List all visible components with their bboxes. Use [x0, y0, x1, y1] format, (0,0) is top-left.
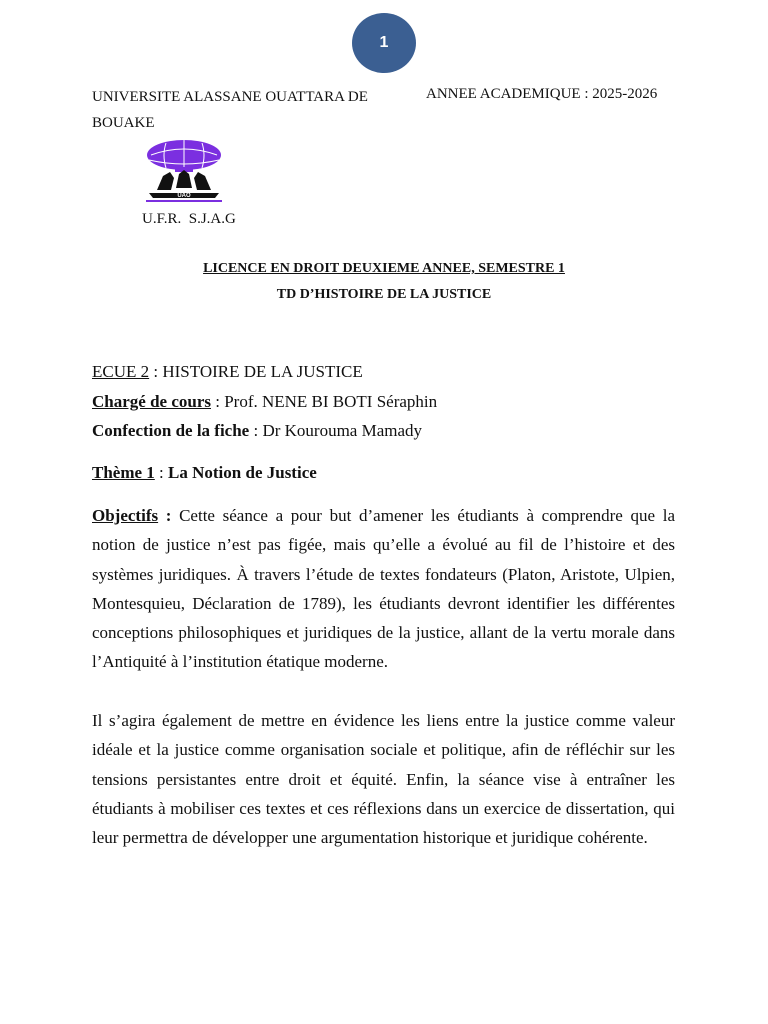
objectives-label: Objectifs	[92, 506, 159, 525]
lecturer-value: : Prof. NENE BI BOTI Séraphin	[210, 392, 438, 411]
theme-value: La Notion de Justice	[168, 463, 317, 482]
ecue-line	[92, 362, 363, 382]
lecturer-label: Chargé de cours	[92, 392, 211, 411]
theme-separator: :	[154, 463, 169, 482]
author-line	[92, 421, 422, 441]
objectives-paragraph-2: Il s’agira également de mettre en évidence les liens entre la justice comme valeur idéale et la justice comme organisation sociale et politique, afin de réfléchir sur les tensions persistantes entre droit et équité. Enfin, la séance vise à entraîner les étudiants à mobiliser ces textes et ces réflexions dans un exercice de dissertation, qui leur permettra de développer une argumentation historique et juridique cohérente.	[92, 711, 675, 848]
program-title: LICENCE EN DROIT DEUXIEME ANNEE, SEMESTRE 1	[203, 261, 565, 276]
university-logo	[143, 138, 225, 204]
academic-year: ANNEE ACADEMIQUE : 2025-2026	[426, 86, 658, 102]
page-number-badge	[352, 13, 416, 73]
author-value: : Dr Kourouma Mamady	[249, 421, 423, 440]
ecue-label: ECUE 2	[92, 362, 150, 381]
ufr-label: U.F.R. S.J.A.G	[142, 211, 236, 227]
subject-title: TD D’HISTOIRE DE LA JUSTICE	[276, 287, 492, 302]
page-number: 1	[379, 34, 389, 51]
author-label: Confection de la fiche	[92, 421, 250, 440]
university-name: UNIVERSITE ALASSANE OUATTARA DE BOUAKE	[92, 89, 368, 131]
ecue-value: : HISTOIRE DE LA JUSTICE	[149, 362, 363, 381]
theme-line	[92, 463, 317, 483]
objectives-text-1: Cette séance a pour but d’amener les étudiants à comprendre que la notion de justice n’est pas figée, mais qu’elle a évolué au fil de l’histoire et des systèmes juridiques. À travers l’étude de textes fondateurs (Platon, Aristote, Ulpien, Montesquieu, Déclaration de 1789), les étudiants devront identifier les différentes conceptions philosophiques et juridiques de la justice, allant de la vertu morale dans l’Antiquité à l’institution étatique moderne.	[92, 506, 675, 672]
logo-text: UAO	[177, 193, 191, 199]
theme-label: Thème 1	[92, 463, 155, 482]
lecturer-line	[92, 392, 437, 412]
objectives-paragraph-1	[92, 501, 675, 677]
objectives-colon: :	[158, 506, 172, 525]
